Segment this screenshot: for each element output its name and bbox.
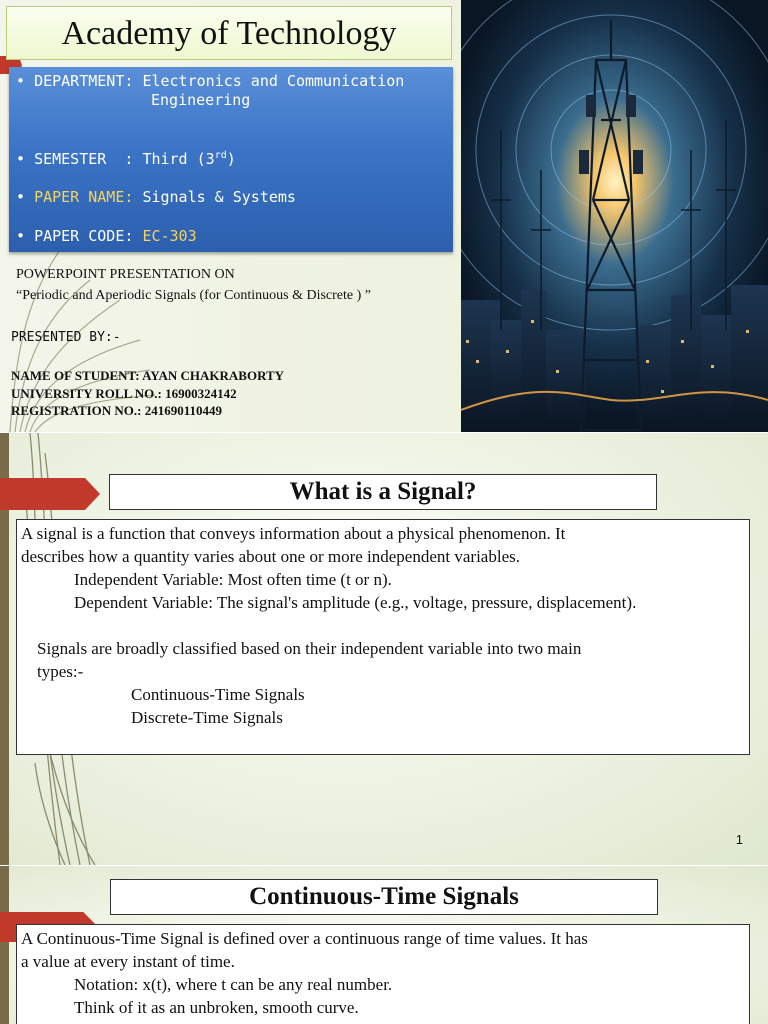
list-item: Discrete-Time Signals (131, 708, 283, 727)
page-number: 1 (735, 832, 743, 847)
presentation-topic: “Periodic and Aperiodic Signals (for Continuous & Discrete ) ” (16, 288, 371, 303)
signal-definition-slide (0, 433, 768, 865)
content-line: A signal is a function that conveys information about a physical phenomenon. It (21, 524, 566, 543)
course-details-box (9, 67, 453, 252)
presentation-heading: POWERPOINT PRESENTATION ON (16, 267, 235, 282)
continuous-time-slide (0, 866, 768, 1024)
semester-line: • SEMESTER : Third (3rd) (16, 150, 236, 168)
content-line: Signals are broadly classified based on their independent variable into two main (37, 639, 582, 658)
content-box (16, 519, 750, 755)
roll-number: UNIVERSITY ROLL NO.: 16900324142 (11, 386, 237, 401)
telecom-tower-image (461, 0, 768, 432)
content-box (16, 924, 750, 1024)
department-line: • DEPARTMENT: Electronics and Communication (16, 72, 405, 90)
title-box (6, 6, 452, 60)
content-line: types:- (37, 662, 84, 681)
content-line: Notation: x(t), where t can be any real number. (74, 975, 393, 994)
page-title: Academy of Technology (61, 15, 397, 52)
content-line: a value at every instant of time. (21, 952, 235, 971)
red-accent-tab (0, 478, 100, 510)
content-line: Independent Variable: Most often time (t or n). (74, 570, 392, 589)
content-line: Think of it as an unbroken, smooth curve. (74, 998, 359, 1017)
presented-by-label: PRESENTED BY:- (11, 330, 121, 345)
paper-name-line: • PAPER NAME: Signals & Systems (16, 188, 296, 206)
content-line: Dependent Variable: The signal's amplitude (e.g., voltage, pressure, displacement). (74, 593, 637, 612)
list-item: Continuous-Time Signals (131, 685, 305, 704)
registration-number: REGISTRATION NO.: 241690110449 (11, 403, 223, 418)
left-border-strip (0, 866, 9, 1024)
department-line-2: Engineering (151, 91, 251, 109)
content-line: A Continuous-Time Signal is defined over a continuous range of time values. It has (21, 929, 588, 948)
student-name: NAME OF STUDENT: AYAN CHAKRABORTY (11, 368, 285, 383)
slide-heading: What is a Signal? (109, 474, 657, 510)
title-slide (0, 0, 768, 432)
content-line: describes how a quantity varies about one or more independent variables. (21, 547, 520, 566)
paper-code-line: • PAPER CODE: EC-303 (16, 227, 197, 245)
slide-heading: Continuous-Time Signals (110, 879, 658, 915)
